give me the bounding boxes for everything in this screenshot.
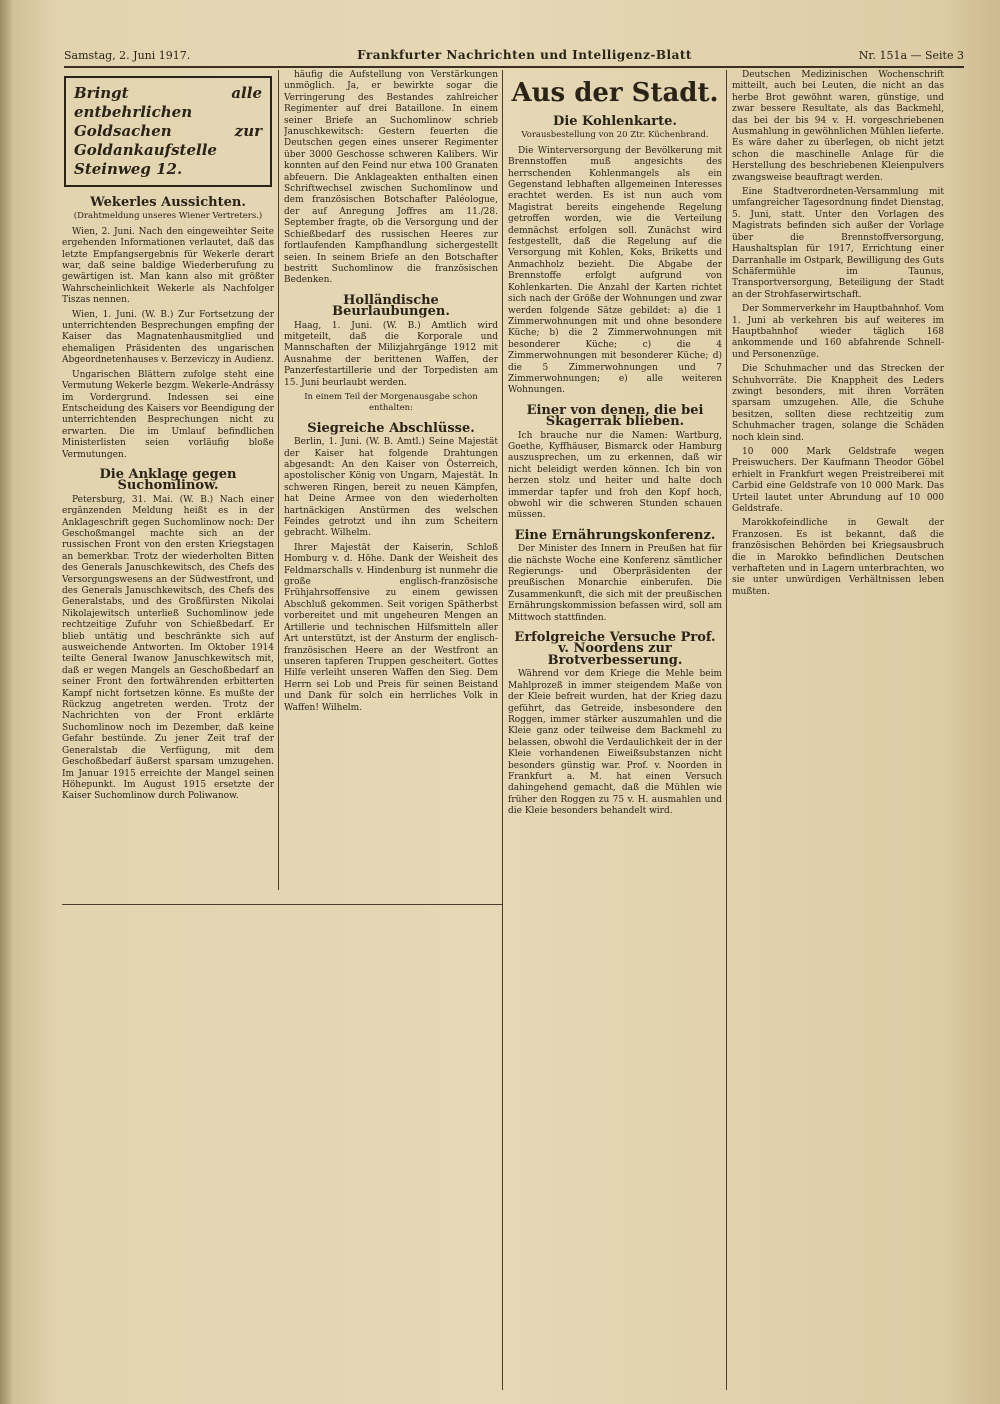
article-paragraph: Der Minister des Innern in Preußen hat für die nächste Woche eine Konferenz sämtlicher Regierungs- und Oberpräsidenten der preußischen Monarchie einberufen. Die Zusammenkunft, die sich mit der preußischen Ernährungskommission befassen wird, soll am Mittwoch stattfinden.	[508, 544, 722, 623]
masthead-issue: Nr. 151a — Seite 3	[858, 48, 964, 62]
article-paragraph: Petersburg, 31. Mai. (W. B.) Nach einer ergänzenden Meldung heißt es in der Anklageschrift gegen Suchomlinow noch: Der Geschoßmangel machte sich an der russischen Front von den ersten Kriegstagen an bemerkbar. Trotz der wiederholten Bitten des Generals Januschkewitsch, des Chefs des Versorgungswesens an der Südwestfront, und des Generals Januschkewitsch, des Chefs des Generalstabs, und des Großfürsten Nikolai Nikolajewitsch unterließ Suchomlinow jede rechtzeitige Zufuhr von Schießbedarf. Er blieb untätig und beschränkte sich auf ausweichende Antworten. Im Oktober 1914 teilte General Iwanow Januschkewitsch mit, daß er wegen Mangels an Geschoßbedarf an seiner Front den fortwährenden erbitterten Kampf nicht fortsetzen könne. Es mußte der Rückzug angetreten werden. Trotz der Nachrichten von der Front erklärte Suchomlinow noch im Dezember, daß keine Gefahr bestünde. Zu jener Zeit traf der Generalstab die Verfügung, mit dem Geschoßbedarf äußerst sparsam umzugehen. Im Januar 1915 erreichte der Mangel seinen Höhepunkt. Im August 1915 ersetzte der Kaiser Suchomlinow durch Poliwanow.	[62, 494, 274, 802]
headline-anklage: Die Anklage gegen Suchomlinow.	[99, 466, 237, 494]
subline-kohlenkarte: Vorausbestellung von 20 Ztr. Küchenbrand.	[521, 130, 709, 141]
masthead-date: Samstag, 2. Juni 1917.	[64, 48, 191, 62]
column-3	[508, 70, 722, 1390]
article-paragraph: Ihrer Majestät der Kaiserin, Schloß Homburg v. d. Höhe. Dank der Weisheit des Feldmarschalls v. Hindenburg ist nunmehr die große englisch-französische Frühjahrsoffensive zu einem gewissen Abschluß gekommen. Seit vorigen Spätherbst vorbereitet und mit ungeheuren Mengen an Artillerie und technischen Hilfsmitteln aller Art unterstützt, ist der Ansturm der englisch-französischen Heere an der Westfront an unseren tapferen Truppen gescheitert. Gottes Hilfe verleiht unseren Waffen den Sieg. Dem Herrn sei Lob und Preis für seinen Beistand und Dank für solch ein herrliches Volk in Waffen! Wilhelm.	[284, 542, 498, 713]
edition-note: In einem Teil der Morgenausgabe schon enthalten:	[304, 391, 478, 414]
headline-ernaehrung: Eine Ernährungskonferenz.	[514, 527, 716, 543]
headline-siegreiche: Siegreiche Abschlüsse.	[307, 420, 475, 436]
column-4	[732, 70, 944, 1390]
article-paragraph: häufig die Aufstellung von Verstärkungen unmöglich. Ja, er bewirkte sogar die Verringerung des Bestandes zahlreicher Regimenter auf drei Bataillone. In einem seiner Briefe an Suchomlinow schrieb Januschkewitsch: Gestern feuerten die Deutschen gegen eines unserer Regimenter über 3000 Geschosse schweren Kalibers. Wir konnten auf den Feind nur etwa 100 Granaten abfeuern. Die Anklageakten enthalten einen Schriftwechsel zwischen Suchomlinow und dem französischen Botschafter Paléologue, der auf Anregung Joffres am 11./28. September fragte, ob die Versorgung und der Schießbedarf des russischen Heeres zur fortlaufenden Kampfhandlung sichergestellt seien. In seinem Briefe an den Botschafter bestritt Suchomlinow die französischen Bedenken.	[284, 70, 498, 286]
column-rule	[278, 70, 279, 890]
headline-brotverbesserung: Erfolgreiche Versuche Prof. v. Noordens zur Brotverbesserung.	[514, 630, 716, 668]
column-rule	[726, 70, 727, 1390]
section-title-stadt: Aus der Stadt.	[511, 78, 719, 108]
article-paragraph: Haag, 1. Juni. (W. B.) Amtlich wird mitgeteilt, daß die Korporale und Mannschaften der Milizjahrgänge 1912 mit Ausnahme der berittenen Waffen, der Panzerfestartillerie und der Torpedisten am 15. Juni beurlaubt werden.	[284, 320, 498, 388]
article-paragraph: Ungarischen Blättern zufolge steht eine Vermutung Wekerle bezgm. Wekerle-Andrássy im Vordergrund. Indessen sei eine Entscheidung des Kaisers vor Beendigung der unterrichtenden Besprechungen nicht zu erwarten. Die im Umlauf befindlichen Ministerlisten seien vorläufig bloße Vermutungen.	[62, 369, 274, 460]
article-paragraph: Die Winterversorgung der Bevölkerung mit Brennstoffen muß angesichts des herrschenden Kohlenmangels als ein Gegenstand lebhaften allgemeinen Interesses erachtet werden. Es ist nun auch vom Magistrat bereits eingehende Regelung getroffen worden, wie die Verteilung demnächst erfolgen soll. Zunächst wird festgestellt, daß die Regelung auf die Versorgung mit Kohlen, Koks, Briketts und Anmachholz bezieht. Die Abgabe der Brennstoffe erfolgt aufgrund von Kohlenkarten. Die Anzahl der Karten richtet sich nach der Größe der Wohnungen und zwar werden folgende Sätze gebildet: a) die 1 Zimmerwohnungen mit und ohne besondere Küche; b) die 2 Zimmerwohnungen mit besonderer Küche; c) die 4 Zimmerwohnungen mit besonderer Küche; d) die 5 Zimmerwohnungen und 7 Zimmerwohnungen; e) alle weiteren Wohnungen.	[508, 145, 722, 396]
subline-weckerle: (Drahtmeldung unseres Wiener Vertreters.)	[73, 211, 263, 222]
column-1	[62, 70, 274, 1390]
article-paragraph: 10 000 Mark Geldstrafe wegen Preiswuchers. Der Kaufmann Theodor Göbel erhielt in Frankfurt wegen Preistreiberei mit Carbid eine Geldstrafe von 10 000 Mark. Das Urteil lautet unter Abrundung auf 10 000 Geldstrafe.	[732, 447, 944, 515]
page-binding-edge	[0, 0, 12, 1404]
article-paragraph: Der Sommerverkehr im Hauptbahnhof. Vom 1. Juni ab verkehren bis auf weiteres im Hauptbahnhof wieder täglich 168 ankommende und 160 abfahrende Schnell- und Personenzüge.	[732, 304, 944, 360]
masthead	[64, 44, 964, 68]
column-rule	[502, 70, 503, 1390]
gold-ad-box: Bringt alle entbehrlichen Goldsachen zur Goldankaufstelle Steinweg 12.	[64, 76, 272, 187]
article-paragraph: Die Schuhmacher und das Strecken der Schuhvorräte. Die Knappheit des Leders zwingt besonders, mit ihren Vorräten sparsam umzugehen. Alle, die Schuhe besitzen, sollten diese rechtzeitig zum Schuhmacher tragen, solange die Schäden noch klein sind.	[732, 364, 944, 443]
article-paragraph: Während vor dem Kriege die Mehle beim Mahlprozeß in immer steigendem Maße von der Kleie befreit wurden, hat der Krieg dazu geführt, das Getreide, insbesondere den Roggen, immer stärker auszumahlen und die Kleie ganz oder teilweise dem Backmehl zu belassen, obwohl die Verdaulichkeit der in der Kleie vorhandenen Eiweißsubstanzen nicht besonders günstig war. Prof. v. Noorden in Frankfurt a. M. hat einen Versuch dahingehend gemacht, daß die Mühlen wie früher den Roggen zu 75 v. H. ausmahlen und die Kleie besonders behandelt wird.	[508, 669, 722, 817]
masthead-title: Frankfurter Nachrichten und Intelligenz-Blatt	[357, 48, 692, 62]
column-2	[284, 70, 498, 890]
article-paragraph: Ich brauche nur die Namen: Wartburg, Goethe, Kyffhäuser, Bismarck oder Hamburg auszusprechen, um zu erkennen, daß wir nicht beleidigt werden können. Ich bin von herzen stolz und heiter und halte doch immerdar tapfer und froh den Kopf hoch, obwohl wir die schweren Stunden schauen müssen.	[508, 430, 722, 521]
article-paragraph: Deutschen Medizinischen Wochenschrift mitteilt, auch bei Leuten, die nicht an das herbe Brot gewöhnt waren, günstige, und zwar bessere Resultate, als das Backmehl, das bei der bis 94 v. H. vorgeschriebenen Ausmahlung in gewöhnlichen Mühlen lieferte. Es wäre daher zu überlegen, ob nicht jetzt schon die maschinelle Anlage für die Herstellung des beschriebenen Kleienpulvers zwangsweise beauftragt werden.	[732, 70, 944, 183]
article-paragraph: Berlin, 1. Juni. (W. B. Amtl.) Seine Majestät der Kaiser hat folgende Drahtungen abgesandt: An den Kaiser von Österreich, apostolischer König von Ungarn, Majestät. In schweren Ringen, bereit zu neuen Kämpfen, hat Deine Armee von den wiederholten hartnäckigen Anstürmen des welschen Feindes getrotzt und ihn zum Scheitern gebracht. Wilhelm.	[284, 437, 498, 539]
article-paragraph: Eine Stadtverordneten-Versammlung mit umfangreicher Tagesordnung findet Dienstag, 5. Juni, statt. Unter den Vorlagen des Magistrats befinden sich außer der Vorlage über die Brennstoffversorgung, Haushaltsplan für 1917, Errichtung einer Darranhalle im Ostpark, Bewilligung des Guts Schäfermühle im Taunus, Transportversorgung, Beteiligung der Stadt an der Strohfaserwirtschaft.	[732, 187, 944, 300]
article-paragraph: Wien, 2. Juni. Nach den eingeweihter Seite ergehenden Informationen verlautet, daß das letzte Empfangsergebnis für Wekerle derart war, daß seine baldige Wiederberufung zu gewärtigen ist. Man kann also mit größter Wahrscheinlichkeit Wekerle als Nachfolger Tiszas nennen.	[62, 226, 274, 306]
section-divider	[62, 904, 502, 905]
article-paragraph: Marokkofeindliche in Gewalt der Franzosen. Es ist bekannt, daß die französischen Behörden bei Kriegsausbruch die in Marokko befindlichen Deutschen verhafteten und in Lagern unterbrachten, wo sie unter unwürdigen Verhältnissen leben mußten.	[732, 518, 944, 597]
headline-skagerrak: Einer von denen, die bei Skagerrak blieben.	[526, 402, 704, 430]
headline-holland: Holländische Beurlaubungen.	[332, 292, 450, 320]
headline-weckerle: Wekerles Aussichten.	[90, 195, 246, 210]
article-paragraph: Wien, 1. Juni. (W. B.) Zur Fortsetzung der unterrichtenden Besprechungen empfing der Kaiser das Magnatenhausmitglied und ehemaligen Präsidenten des ungarischen Abgeordnetenhauses v. Berzeviczy in Audienz.	[62, 309, 274, 366]
headline-kohlenkarte: Die Kohlenkarte.	[553, 114, 677, 129]
